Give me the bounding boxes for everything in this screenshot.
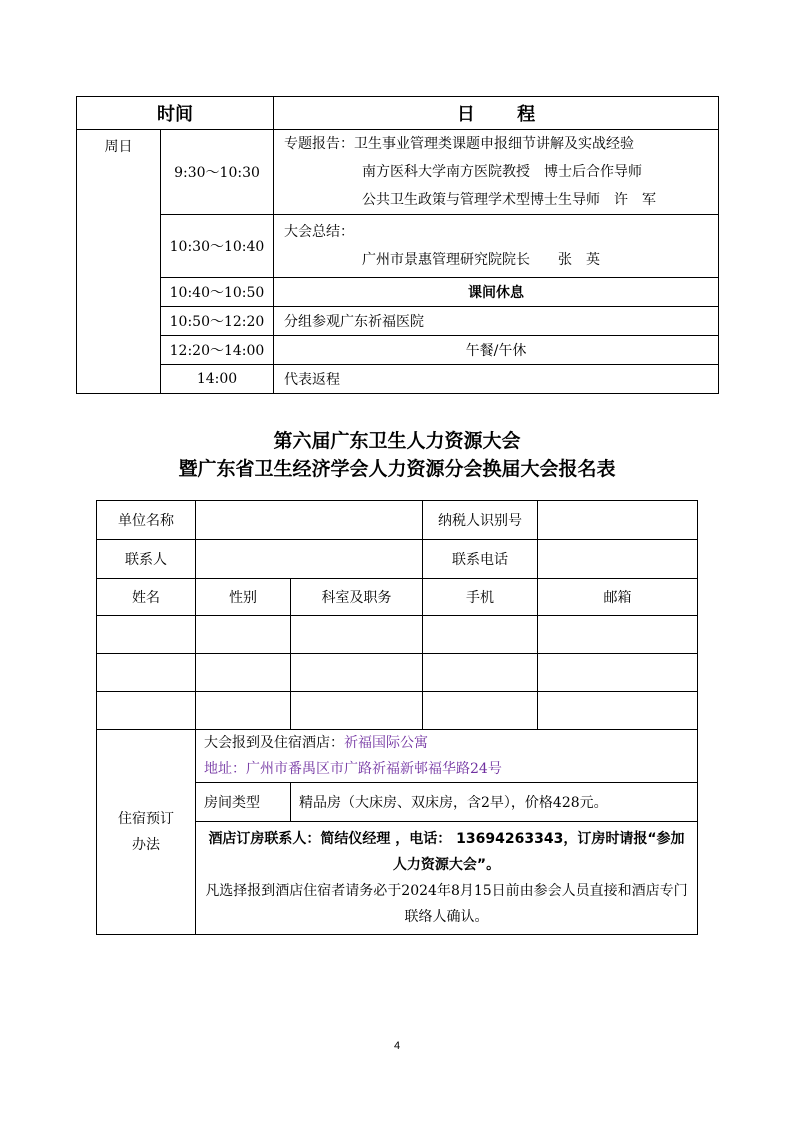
schedule-time: 9:30～10:30 — [161, 130, 274, 215]
attendee-mobile-field[interactable] — [423, 616, 538, 654]
form-subtitle: 暨广东省卫生经济学会人力资源分会换届大会报名表 — [178, 458, 616, 480]
hotel-name: 祈福国际公寓 — [344, 735, 428, 751]
attendee-header-row — [97, 579, 698, 616]
hotel-line — [204, 730, 697, 756]
attendee-name-field[interactable] — [97, 654, 196, 692]
header-time: 时间 — [77, 97, 274, 130]
attendee-dept-field[interactable] — [291, 692, 423, 730]
hotel-label: 大会报到及住宿酒店： — [204, 735, 344, 751]
program-line: 南方医科大学南方医院教授 博士后合作导师 — [362, 164, 642, 180]
room-type-label: 房间类型 — [196, 783, 291, 822]
schedule-program: 代表返程 — [274, 365, 719, 394]
schedule-program: 课间休息 — [274, 278, 719, 307]
col-mobile: 手机 — [423, 579, 538, 616]
schedule-row — [77, 278, 719, 307]
schedule-time: 10:50～12:20 — [161, 307, 274, 336]
attendee-mobile-field[interactable] — [423, 692, 538, 730]
attendee-email-field[interactable] — [538, 654, 698, 692]
col-name: 姓名 — [97, 579, 196, 616]
program-line: 专题报告：卫生事业管理类课题申报细节讲解及实战经验 — [284, 136, 634, 152]
col-gender: 性别 — [196, 579, 291, 616]
lodging-row-hotel — [97, 730, 698, 783]
col-email: 邮箱 — [538, 579, 698, 616]
page-number: 4 — [393, 1040, 401, 1052]
schedule-program — [274, 215, 719, 278]
attendee-row — [97, 692, 698, 730]
phone-field[interactable] — [538, 540, 698, 579]
schedule-header-row — [77, 97, 719, 130]
booking-info — [196, 822, 698, 935]
schedule-time: 10:30～10:40 — [161, 215, 274, 278]
attendee-name-field[interactable] — [97, 692, 196, 730]
header-program: 日 程 — [274, 97, 719, 130]
attendee-dept-field[interactable] — [291, 654, 423, 692]
schedule-program: 分组参观广东祈福医院 — [274, 307, 719, 336]
schedule-row — [77, 307, 719, 336]
schedule-time: 14:00 — [161, 365, 274, 394]
phone-label: 联系电话 — [423, 540, 538, 579]
schedule-time: 10:40～10:50 — [161, 278, 274, 307]
form-title: 第六届广东卫生人力资源大会 — [273, 430, 521, 452]
contact-field[interactable] — [196, 540, 423, 579]
attendee-gender-field[interactable] — [196, 692, 291, 730]
program-line: 广州市景惠管理研究院院长 张 英 — [362, 252, 600, 268]
tax-id-label: 纳税人识别号 — [423, 501, 538, 540]
col-dept: 科室及职务 — [291, 579, 423, 616]
lodging-label: 住宿预订办法 — [97, 730, 196, 935]
attendee-row — [97, 616, 698, 654]
attendee-email-field[interactable] — [538, 692, 698, 730]
booking-contact: 酒店订房联系人：简结仪经理 ，电话： 13694263343，订房时请报“参加人力资源大会”。 — [208, 831, 685, 873]
hotel-address: 地址：广州市番禺区市广路祈福新邨福华路24号 — [204, 761, 502, 777]
attendee-row — [97, 654, 698, 692]
form-row-unit — [97, 501, 698, 540]
hotel-info — [196, 730, 698, 783]
attendee-mobile-field[interactable] — [423, 654, 538, 692]
schedule-row — [77, 336, 719, 365]
schedule-row — [77, 365, 719, 394]
schedule-row — [77, 215, 719, 278]
unit-name-label: 单位名称 — [97, 501, 196, 540]
schedule-day: 周日 — [77, 130, 161, 394]
attendee-email-field[interactable] — [538, 616, 698, 654]
attendee-gender-field[interactable] — [196, 654, 291, 692]
attendee-dept-field[interactable] — [291, 616, 423, 654]
unit-name-field[interactable] — [196, 501, 423, 540]
attendee-gender-field[interactable] — [196, 616, 291, 654]
contact-label: 联系人 — [97, 540, 196, 579]
program-line: 大会总结： — [284, 224, 354, 240]
schedule-table — [76, 96, 719, 394]
registration-table — [96, 500, 698, 935]
tax-id-field[interactable] — [538, 501, 698, 540]
program-line: 公共卫生政策与管理学术型博士生导师 许 军 — [362, 192, 656, 208]
schedule-time: 12:20～14:00 — [161, 336, 274, 365]
schedule-program: 午餐/午休 — [274, 336, 719, 365]
booking-note: 凡选择报到酒店住宿者请务必于2024年8月15日前由参会人员直接和酒店专门联络人确认。 — [205, 883, 688, 925]
schedule-program — [274, 130, 719, 215]
room-type-value: 精品房（大床房、双床房，含2早），价格428元。 — [291, 783, 698, 822]
schedule-row — [77, 130, 719, 215]
form-row-contact — [97, 540, 698, 579]
attendee-name-field[interactable] — [97, 616, 196, 654]
